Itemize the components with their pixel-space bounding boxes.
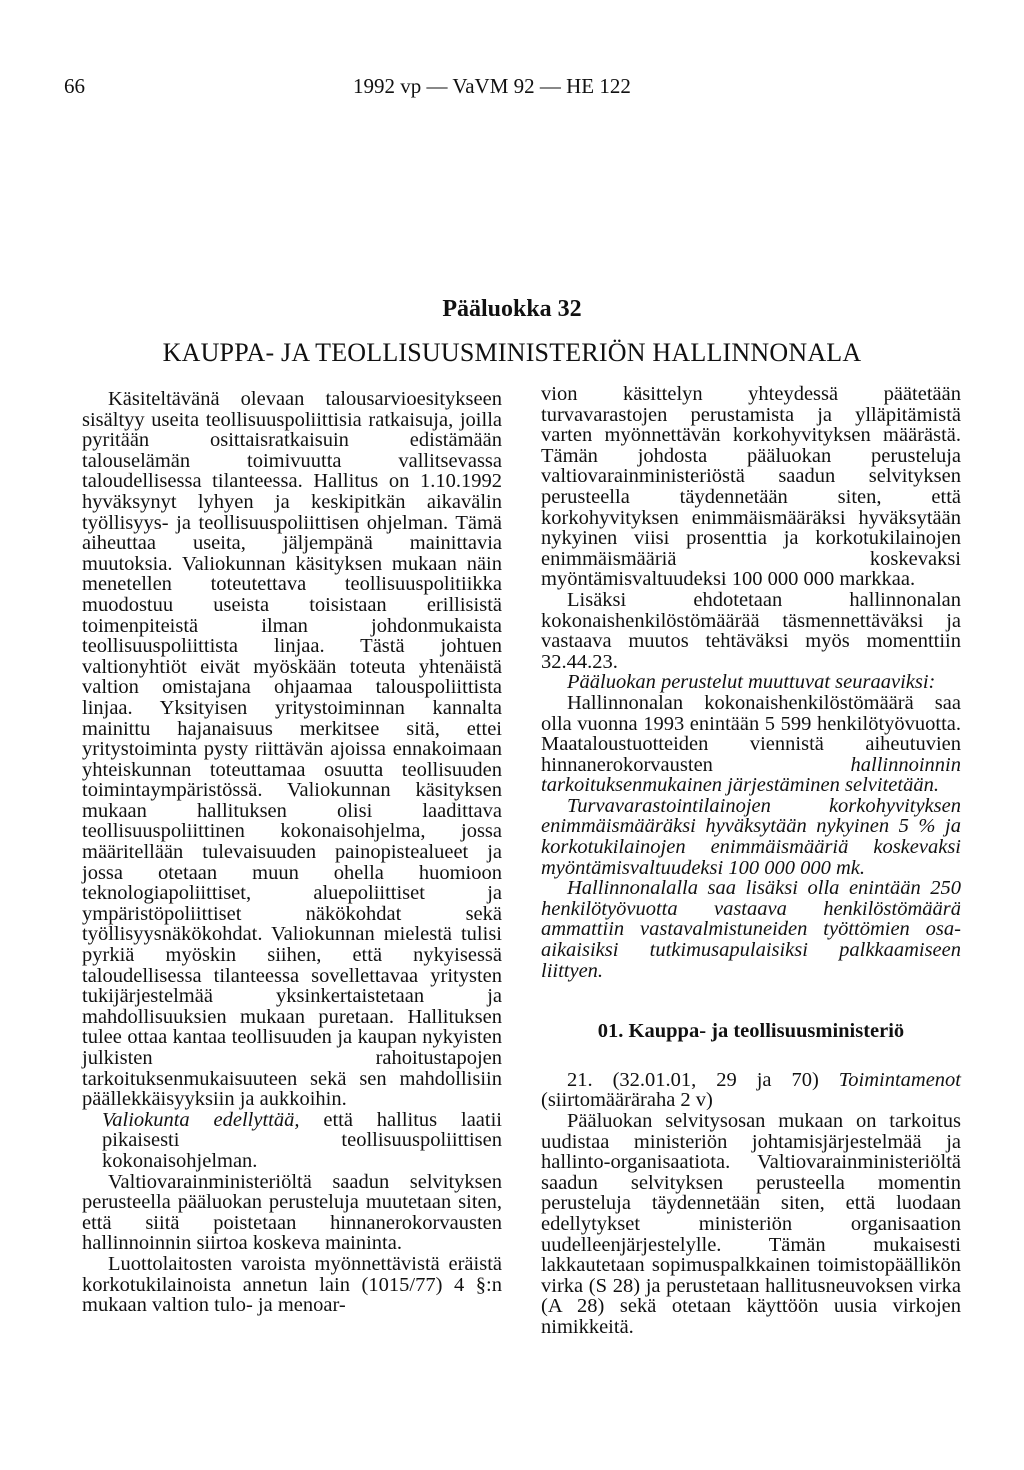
right-paragraph-4-italic: hallinnoinnin tarkoituksenmukainen järjestäminen selvitetään. xyxy=(541,753,961,797)
right-paragraph-7 xyxy=(541,1070,961,1111)
right-paragraph-3 xyxy=(541,672,961,693)
right-paragraph-6-italic: Hallinnonalalla saa lisäksi olla enintään 250 henkilötyövuotta vastaava henkilöstömäärä ammattiin vastavalmistuneiden työttömien osa-aikaisiksi tutkimusapulaisiksi palkkaamiseen liittyen. xyxy=(541,877,961,982)
left-paragraph-2 xyxy=(82,1110,502,1172)
right-paragraph-7-italic: Toimintamenot xyxy=(838,1068,961,1091)
right-paragraph-1: vion käsittelyn yhteydessä päätetään turvavarastojen perustamista ja ylläpitämistä varten myönnettävän korkohyvityksen määrästä. Tämän johdosta pääluokan perusteluja valtiovarainministeriöstä saadun selvityksen perusteella täydennetään siten, että korkohyvityksen enimmäismääräksi hyväksytään nykyinen viisi prosenttia ja korkotukilainojen enimmäismääriä koskevaksi myöntämisvaltuudeksi 100 000 000 markkaa. xyxy=(541,383,961,591)
left-paragraph-2-rest: että hallitus laatii pikaisesti teollisuuspoliittisen kokonaisohjelman. xyxy=(102,1108,502,1172)
left-paragraph-1: Käsiteltävänä olevaan talousarvioesitykseen sisältyy useita teollisuuspoliittisia ratkaisuja, joilla pyritään osittaisratkaisuin edistämään talouselämän toimivuutta vallitsevassa taloudellisessa tilanteessa. Hallitus on 1.10.1992 hyväksynyt lyhyen ja keskipitkän aikavälin työllisyys- ja teollisuuspoliittisen ohjelman. Tämä aiheuttaa useita, jäljempänä mainittavia muutoksia. Valiokunnan käsityksen mukaan näin menetellen toteutettava teollisuuspolitiikka muodostuu useista toisistaan erillisistä toimenpiteistä ilman johdonmukaista teollisuuspoliittista linjaa. Tästä johtuen valtionyhtiöt eivät myöskään toteuta yhtenäistä valtion omistajana ohjaamaa talouspoliittista linjaa. Yksityisen yritystoiminnan kannalta mainittu hajanaisuus merkitsee sitä, ettei yritystoiminta pysty riittävän ajoissa ennakoimaan yhteiskunnan toteuttamaa osuutta teollisuuden toimintaympäristössä. Valiokunnan käsityksen mukaan hallituksen olisi laadittava teollisuuspoliittinen kokonaisohjelma, jossa määritellään tulevaisuuden painopistealueet ja jossa otetaan muun ohella huomioon teknologiapoliittiset, aluepoliittiset ja ympäristöpoliittiset näkökohdat sekä työllisyysnäkökohdat. Valiokunnan mielestä tulisi pyrkiä myöskin siihen, että nykyisessä taloudellisessa tilanteessa sovellettavaa yritysten tukijärjestelmää yksinkertaistetaan ja mahdollisuuksien mukaan puretaan. Hallituksen tulee ottaa kantaa teollisuuden ja kaupan nykyisten julkisten rahoitustapojen tarkoituksenmukaisuuteen sekä sen mahdollisiin päällekkäisyyksiin ja aukkoihin. xyxy=(82,388,502,1111)
right-paragraph-4-text: Hallinnonalan kokonaishenkilöstömäärä saa olla vuonna 1993 enintään 5 599 henkilötyövuotta. Maataloustuotteiden viennistä aiheutuvien hinnanerokorvausten xyxy=(541,691,961,776)
running-head: 1992 vp — VaVM 92 — HE 122 xyxy=(353,74,631,98)
page-header xyxy=(64,74,964,104)
left-column xyxy=(82,389,502,1316)
right-paragraph-7-text-b: (siirtomääräraha 2 v) xyxy=(541,1089,713,1112)
left-paragraph-2-italic: Valiokunta edellyttää, xyxy=(102,1108,300,1131)
right-paragraph-8: Pääluokan selvitysosan mukaan on tarkoitus uudistaa ministeriön johtamisjärjestelmää ja hallinto-organisaatiota. Valtiovarainministeriöltä saadun selvityksen perusteella momentin perusteluja täydennetään siten, että luodaan edellytykset ministeriön organisaation uudelleenjärjestelylle. Tämän mukaisesti lakkautetaan sopimuspalkkainen toimistopäällikön virka (S 28) ja perustetaan hallitusneuvoksen virka (A 28) sekä otetaan käyttöön uusia virkojen nimikkeitä. xyxy=(541,1110,961,1338)
right-column xyxy=(541,384,961,1338)
subsection-heading: 01. Kauppa- ja teollisuusministeriö xyxy=(597,1020,905,1043)
section-heading xyxy=(0,294,1024,370)
right-paragraph-7-text-a: 21. (32.01.01, 29 ja 70) xyxy=(567,1068,839,1091)
right-paragraph-2: Lisäksi ehdotetaan hallinnonalan kokonaishenkilöstömäärää täsmennettäväksi ja vastaava muutos tehtäväksi myös momenttiin 32.44.23. xyxy=(541,588,961,673)
page-number: 66 xyxy=(64,74,85,98)
main-class-title: Pääluokka 32 xyxy=(442,296,582,322)
right-paragraph-6 xyxy=(541,878,961,981)
right-paragraph-4 xyxy=(541,693,961,796)
right-paragraph-5 xyxy=(541,796,961,878)
right-paragraph-5-italic: Turvavarastointilainojen korkohyvityksen enimmäismääräksi hyväksytään nykyinen 5 % ja korkotukilainojen enimmäismääriä koskevaksi myöntämisvaltuudeksi 100 000 000 mk. xyxy=(541,794,961,879)
right-paragraph-3-italic: Pääluokan perustelut muuttuvat seuraaviksi: xyxy=(567,671,936,694)
left-paragraph-4: Luottolaitosten varoista myönnettävistä eräistä korkotukilainoista annetun lain (1015/77) 4 §:n mukaan valtion tulo- ja menoar- xyxy=(82,1252,502,1317)
ministry-title: KAUPPA- JA TEOLLISUUSMINISTERIÖN HALLINNONALA xyxy=(162,338,862,367)
left-paragraph-3: Valtiovarainministeriöltä saadun selvityksen perusteella pääluokan perusteluja muutetaan siten, että siitä poistetaan hinnanerokorvausten hallinnoinnin siirtoa koskeva maininta. xyxy=(82,1170,502,1255)
